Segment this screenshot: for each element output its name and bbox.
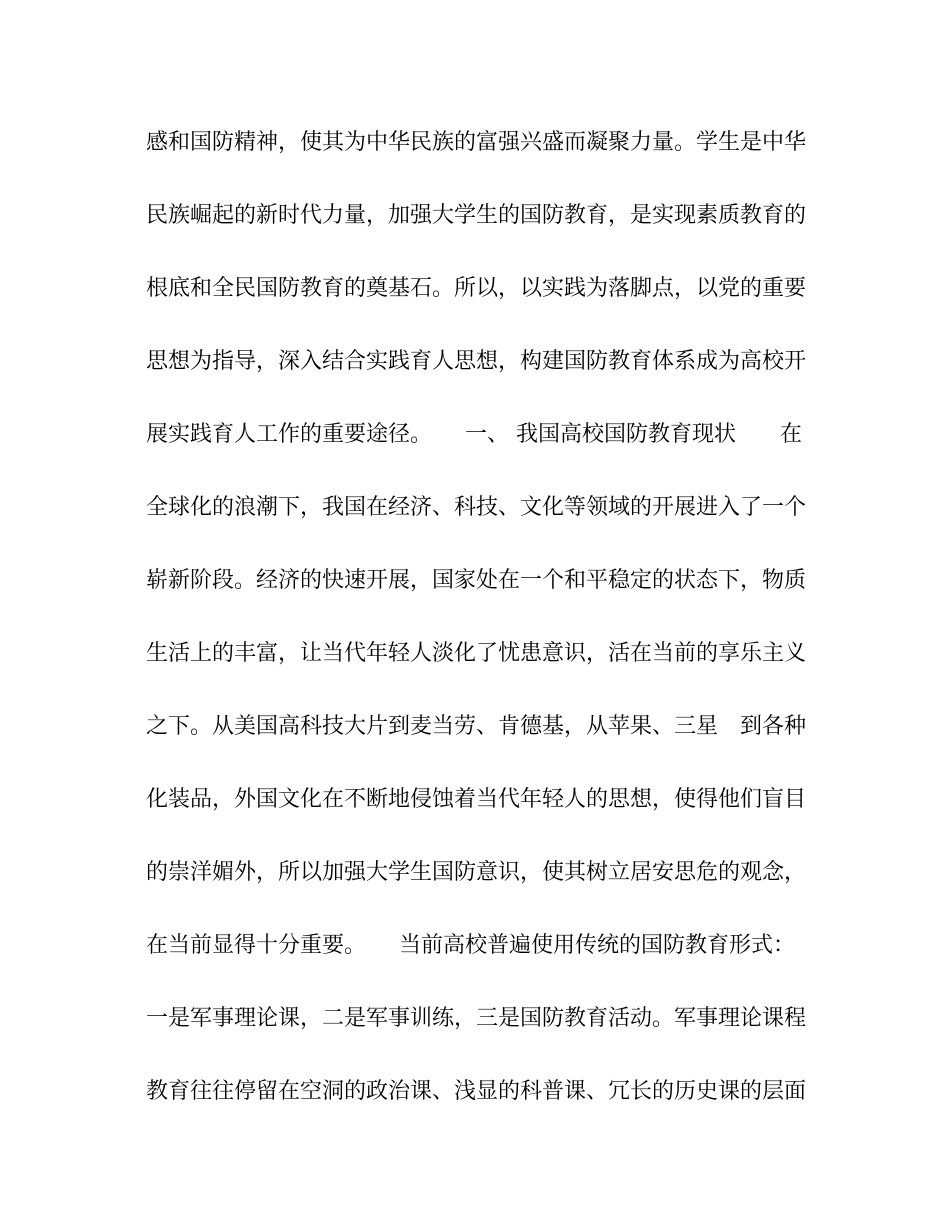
- text-line: 化装品，外国文化在不断地侵蚀着当代年轻人的思想，使得他们盲目: [146, 787, 806, 812]
- text-line: 之下。从美国高科技大片到麦当劳、肯德基，从苹果、三星 到各种: [146, 714, 806, 739]
- text-line: 在当前显得十分重要。 当前高校普遍使用传统的国防教育形式：: [146, 933, 796, 958]
- text-line: 感和国防精神，使其为中华民族的富强兴盛而凝聚力量。学生是中华: [146, 130, 806, 155]
- text-line: 民族崛起的新时代力量，加强大学生的国防教育，是实现素质教育的: [146, 203, 806, 228]
- text-line: 生活上的丰富，让当代年轻人淡化了忧患意识，活在当前的享乐主义: [146, 641, 806, 666]
- text-line: 展实践育人工作的重要途径。 一、 我国高校国防教育现状 在: [146, 422, 802, 447]
- text-line: 教育往往停留在空洞的政治课、浅显的科普课、冗长的历史课的层面: [146, 1079, 806, 1104]
- text-line: 思想为指导，深入结合实践育人思想，构建国防教育体系成为高校开: [146, 349, 806, 374]
- text-line: 的崇洋媚外，所以加强大学生国防意识，使其树立居安思危的观念，: [146, 860, 806, 885]
- text-line: 崭新阶段。经济的快速开展，国家处在一个和平稳定的状态下，物质: [146, 568, 806, 593]
- text-line: 一是军事理论课，二是军事训练，三是国防教育活动。军事理论课程: [146, 1006, 806, 1031]
- text-line: 全球化的浪潮下，我国在经济、科技、文化等领域的开展进入了一个: [146, 495, 806, 520]
- text-line: 根底和全民国防教育的奠基石。所以，以实践为落脚点，以党的重要: [146, 276, 806, 301]
